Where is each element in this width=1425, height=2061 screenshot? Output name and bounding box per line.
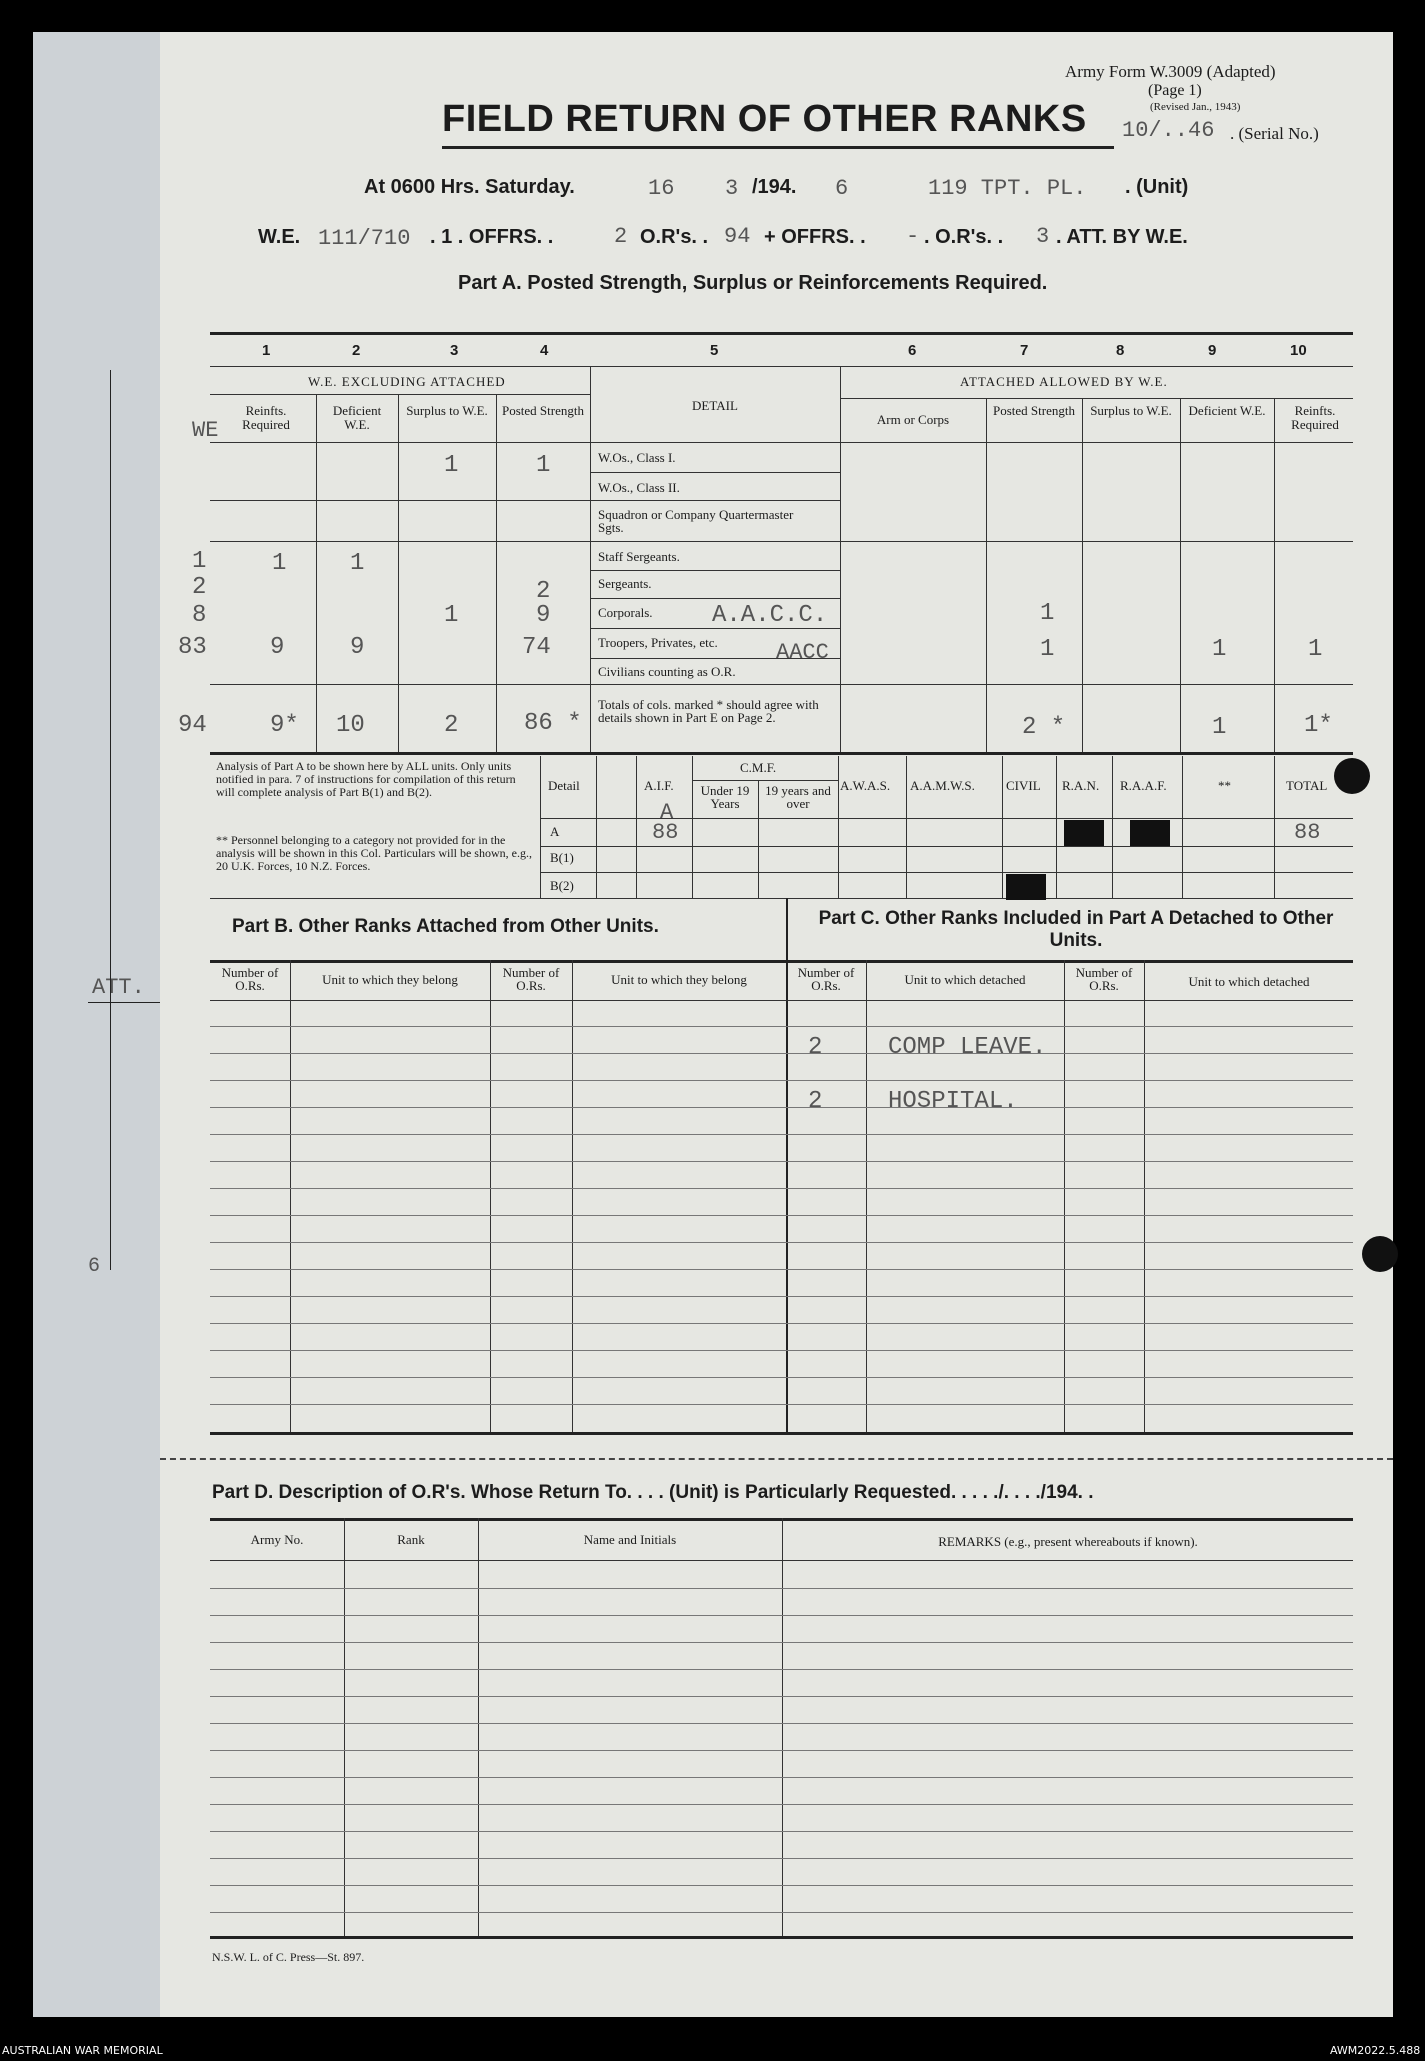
row-sgts: Sergeants. — [598, 576, 652, 591]
part-a-title: Part A. Posted Strength, Surplus or Reinforcements Required. — [458, 272, 1048, 294]
ruled-line — [210, 1804, 1353, 1805]
total-posted-att: 2 * — [1022, 714, 1066, 741]
analysis-head-civil: CIVIL — [1006, 778, 1041, 793]
ruled-line — [210, 1323, 1353, 1324]
analysis-note-2: ** Personnel belonging to a category not provided for in the analysis will be shown in this Col. Particulars will be shown, e.g., 20 U.K. Forces, 10 N.Z. Forces. — [216, 833, 532, 873]
part-d-head-rank: Rank — [397, 1532, 425, 1547]
ruled-line — [210, 1831, 1353, 1832]
head-surplus: Surplus to W.E. — [406, 403, 488, 418]
ruled-line — [210, 1350, 1353, 1351]
redaction-block — [1006, 874, 1046, 900]
trp-deficient-att: 1 — [1212, 636, 1227, 663]
plus-offrs-label: + OFFRS. . — [764, 226, 866, 248]
analysis-head-other: ** — [1218, 778, 1231, 793]
col-num-10: 10 — [1290, 342, 1307, 359]
offrs-count: 2 — [614, 224, 628, 249]
ruled-line — [210, 1053, 1353, 1054]
date-day: 16 — [648, 176, 675, 201]
row-civilians: Civilians counting as O.R. — [598, 664, 736, 679]
ruled-line — [210, 1750, 1353, 1751]
part-d-title: Part D. Description of O.R's. Whose Return To. . . . (Unit) is Particularly Requested. . . . ./. . . ./194. . — [212, 1482, 1094, 1503]
head-arm-corps: Arm or Corps — [876, 412, 950, 427]
analysis-head-awas: A.W.A.S. — [840, 778, 891, 793]
wo1-surplus: 1 — [444, 452, 459, 479]
serial-number: 10/..46 — [1122, 118, 1215, 143]
trp-deficient: 9 — [350, 634, 365, 661]
att-ors-label: . O.R's. . — [924, 226, 1004, 248]
cpl-arm-corps: A.A.C.C. — [712, 602, 828, 629]
archive-caption: AUSTRALIAN WAR MEMORIAL — [2, 2044, 163, 2057]
ors-count: 94 — [724, 224, 751, 249]
margin-num-83: 83 — [178, 634, 207, 661]
analysis-head-aif: A.I.F. — [644, 778, 674, 793]
trp-posted: 74 — [522, 634, 551, 661]
att-by-we-label: . ATT. BY W.E. — [1056, 226, 1188, 248]
detached-num-1: 2 — [808, 1034, 823, 1061]
group-attached-allowed: ATTACHED ALLOWED BY W.E. — [960, 374, 1168, 389]
row-wo1: W.Os., Class I. — [598, 450, 676, 465]
margin-num-8: 8 — [192, 602, 207, 629]
part-b-head-unit2: Unit to which they belong — [611, 972, 747, 987]
row-wo2: W.Os., Class II. — [598, 480, 680, 495]
head-deficient-att: Deficient W.E. — [1188, 403, 1266, 418]
col-num-8: 8 — [1116, 342, 1125, 359]
total-posted: 86 * — [524, 710, 582, 737]
ruled-line — [210, 1215, 1353, 1216]
we-label: W.E. — [258, 226, 301, 248]
part-d-head-name: Name and Initials — [583, 1532, 677, 1547]
margin-num-1: 1 — [192, 548, 207, 575]
col-num-1: 1 — [262, 342, 271, 359]
group-we-excluding: W.E. EXCLUDING ATTACHED — [308, 374, 506, 389]
col-num-7: 7 — [1020, 342, 1029, 359]
ruled-line — [210, 1269, 1353, 1270]
analysis-head-cmf: C.M.F. — [740, 760, 777, 775]
ruled-line — [210, 1080, 1353, 1081]
title-underline — [442, 146, 1114, 149]
ruled-line — [210, 1107, 1353, 1108]
analysis-head-aamws: A.A.M.W.S. — [910, 778, 975, 793]
ruled-line — [210, 1615, 1353, 1616]
ruled-line — [210, 1885, 1353, 1886]
ruled-line — [210, 1588, 1353, 1589]
wo1-posted: 1 — [536, 452, 551, 479]
ruled-line — [210, 1026, 1353, 1027]
head-deficient: Deficient W.E. — [332, 403, 382, 432]
ruled-line — [210, 1858, 1353, 1859]
part-c-head-unit2: Unit to which detached — [1188, 974, 1310, 989]
part-c-title: Part C. Other Ranks Included in Part A Detached to Other Units. — [818, 908, 1334, 951]
ruled-line — [210, 1404, 1353, 1405]
detached-num-2: 2 — [808, 1088, 823, 1115]
punch-hole — [1362, 1236, 1398, 1272]
ssgt-deficient: 1 — [350, 550, 365, 577]
revision-date: (Revised Jan., 1943) — [1150, 101, 1241, 113]
cpl-posted: 9 — [536, 602, 551, 629]
analysis-aif-mark: A — [660, 800, 674, 825]
trp-reinfts: 9 — [270, 634, 285, 661]
detached-unit-1: COMP LEAVE. — [888, 1034, 1047, 1061]
analysis-head-ran: R.A.N. — [1062, 778, 1100, 793]
total-reinfts: 9* — [270, 712, 299, 739]
part-a-top-rule — [210, 332, 1353, 335]
total-surplus: 2 — [444, 712, 459, 739]
head-detail: DETAIL — [692, 398, 738, 413]
total-reinfts-att: 1* — [1304, 712, 1333, 739]
part-d-head-remarks: REMARKS (e.g., present whereabouts if known). — [938, 1534, 1198, 1549]
form-reference: Army Form W.3009 (Adapted) — [1065, 62, 1276, 81]
head-reinfts: Reinfts. Required — [242, 403, 290, 432]
ruled-line — [210, 1912, 1353, 1913]
margin-rule — [88, 1002, 160, 1003]
part-b-head-num2: Number of O.Rs. — [502, 965, 560, 993]
ruled-line — [210, 1134, 1353, 1135]
analysis-row-b2: B(2) — [550, 878, 574, 893]
date-month: 3 — [725, 176, 739, 201]
ruled-line — [210, 1696, 1353, 1697]
detached-unit-2: HOSPITAL. — [888, 1088, 1018, 1115]
analysis-head-under19: Under 19 Years — [700, 783, 750, 811]
year-digit: 6 — [835, 176, 849, 201]
analysis-head-detail: Detail — [548, 778, 580, 793]
unit-label: . (Unit) — [1125, 176, 1189, 198]
analysis-total-a: 88 — [1294, 820, 1321, 845]
part-c-head-num2: Number of O.Rs. — [1075, 965, 1133, 993]
year-prefix: /194. — [752, 176, 797, 198]
ruled-line — [210, 1723, 1353, 1724]
trp-arm-corps: AACC — [776, 640, 829, 665]
ssgt-reinfts: 1 — [272, 550, 287, 577]
serial-label: . (Serial No.) — [1230, 124, 1319, 143]
col-num-5: 5 — [710, 342, 719, 359]
head-posted: Posted Strength — [502, 403, 584, 418]
punch-hole — [1334, 758, 1370, 794]
printer-imprint: N.S.W. L. of C. Press—St. 897. — [212, 1950, 365, 1964]
margin-att: ATT. — [92, 975, 145, 1000]
row-cpls: Corporals. — [598, 605, 653, 620]
total-deficient: 10 — [336, 712, 365, 739]
unit-value: 119 TPT. PL. — [928, 176, 1087, 201]
we-value: 111/710 — [318, 226, 411, 251]
margin-num-94: 94 — [178, 712, 207, 739]
we-offrs-label: . 1 . OFFRS. . — [430, 226, 554, 248]
analysis-row-b1: B(1) — [550, 850, 574, 865]
att-offrs: - — [906, 224, 920, 249]
part-b-title: Part B. Other Ranks Attached from Other Units. — [232, 916, 659, 937]
head-surplus-att: Surplus to W.E. — [1090, 403, 1172, 418]
form-title: FIELD RETURN OF OTHER RANKS — [442, 98, 1087, 140]
col-num-6: 6 — [908, 342, 917, 359]
part-b-head-num1: Number of O.Rs. — [221, 965, 279, 993]
cpl-posted-att: 1 — [1040, 600, 1055, 627]
ruled-line — [210, 1669, 1353, 1670]
ruled-line — [210, 1377, 1353, 1378]
row-staff-sgts: Staff Sergeants. — [598, 549, 680, 564]
analysis-note-1: Analysis of Part A to be shown here by ALL units. Only units notified in para. 7 of instructions for compilation of this return will complete analysis of Part B(1) and B(2). — [216, 759, 516, 799]
margin-num-2: 2 — [192, 574, 207, 601]
analysis-head-19over: 19 years and over — [765, 783, 831, 811]
part-d-head-army-no: Army No. — [250, 1532, 304, 1547]
att-ors-count: 3 — [1036, 224, 1050, 249]
analysis-row-a: A — [550, 824, 560, 839]
part-b-head-unit1: Unit to which they belong — [322, 972, 458, 987]
margin-six: 6 — [88, 1255, 101, 1278]
trp-reinfts-att: 1 — [1308, 636, 1323, 663]
ruled-line — [210, 1242, 1353, 1243]
head-reinfts-att: Reinfts. Required — [1291, 403, 1339, 432]
archive-reference: AWM2022.5.488 — [1330, 2044, 1421, 2057]
cpl-surplus: 1 — [444, 602, 459, 629]
redaction-block — [1130, 820, 1170, 846]
page-number: (Page 1) — [1148, 82, 1202, 99]
analysis-aif-a: 88 — [652, 820, 679, 845]
part-a-bottom-rule — [210, 752, 1353, 755]
col-num-2: 2 — [352, 342, 361, 359]
analysis-head-total: TOTAL — [1286, 778, 1328, 793]
sgt-posted: 2 — [536, 578, 551, 605]
part-c-head-num1: Number of O.Rs. — [797, 965, 855, 993]
head-posted-att: Posted Strength — [993, 403, 1075, 418]
row-totals-note: Totals of cols. marked * should agree with details shown in Part E on Page 2. — [598, 697, 819, 725]
ruled-line — [210, 1296, 1353, 1297]
ruled-line — [210, 1642, 1353, 1643]
analysis-head-raaf: R.A.A.F. — [1120, 778, 1167, 793]
part-c-head-unit1: Unit to which detached — [904, 972, 1026, 987]
row-qm-sgts: Squadron or Company Quartermaster Sgts. — [598, 507, 794, 535]
ors-label: O.R's. . — [640, 226, 709, 248]
col-num-9: 9 — [1208, 342, 1217, 359]
col-num-3: 3 — [450, 342, 459, 359]
margin-vline — [110, 370, 111, 1270]
trp-posted-att: 1 — [1040, 636, 1055, 663]
perforation-line — [160, 1458, 1393, 1460]
col-num-4: 4 — [540, 342, 549, 359]
margin-we: WE — [192, 418, 219, 443]
redaction-block — [1064, 820, 1104, 846]
ruled-line — [210, 1161, 1353, 1162]
ruled-line — [210, 1188, 1353, 1189]
time-line-prefix: At 0600 Hrs. Saturday. — [364, 176, 575, 198]
row-troopers: Troopers, Privates, etc. — [598, 635, 718, 650]
ruled-line — [210, 1777, 1353, 1778]
total-deficient-att: 1 — [1212, 714, 1227, 741]
